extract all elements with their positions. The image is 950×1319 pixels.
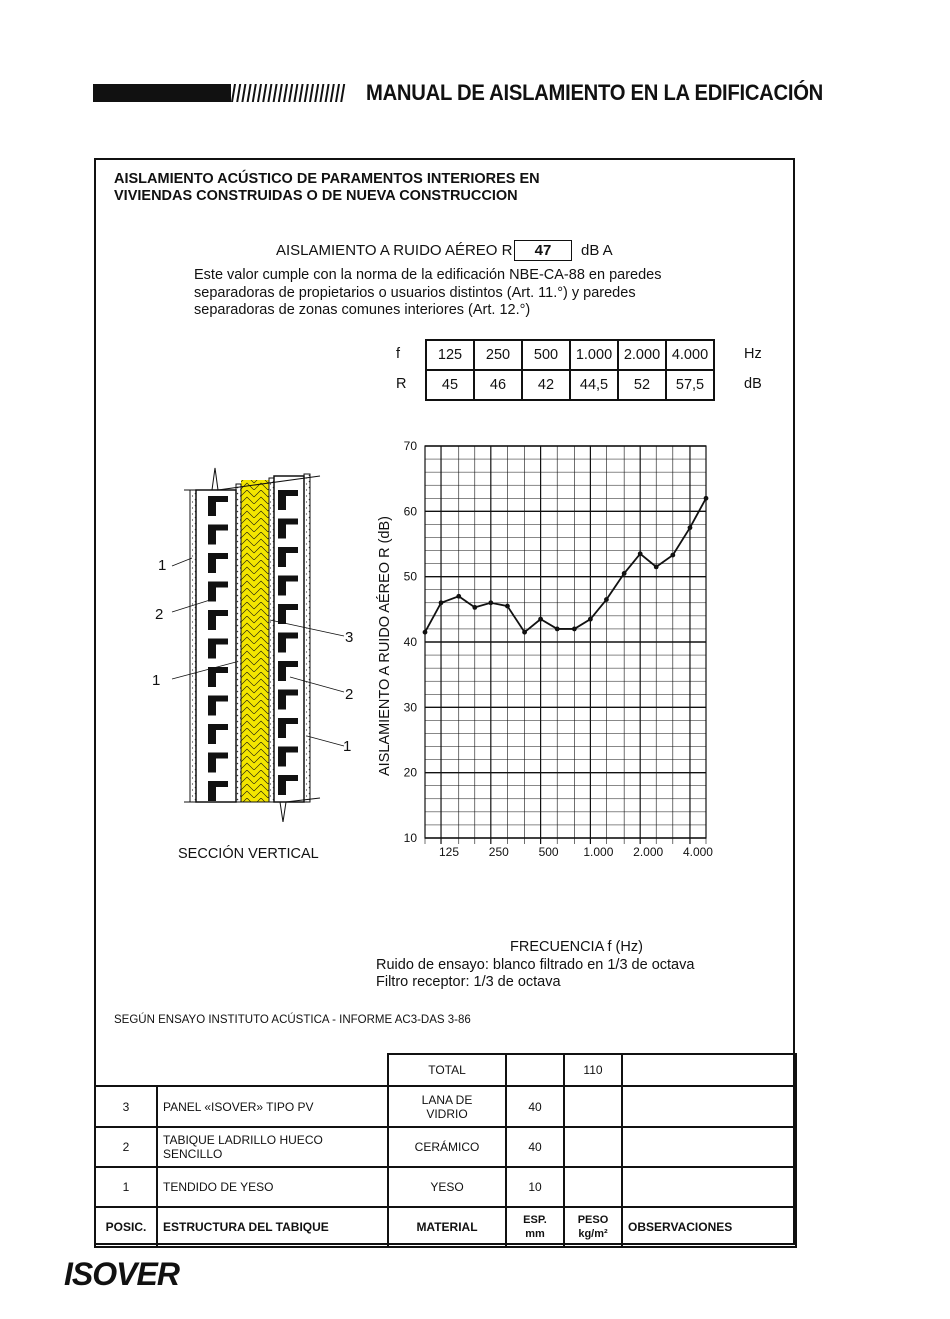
brick-hole-inner [216,559,228,573]
filter-note: Filtro receptor: 1/3 de octava [376,974,561,990]
section-label: SECCIÓN VERTICAL [178,846,319,862]
source-note: SEGÚN ENSAYO INSTITUTO ACÚSTICA - INFORME AC3-DAS 3-86 [114,1014,471,1026]
header-stripe [278,84,283,102]
header-stripe [247,84,252,102]
freq-row-label: f [396,346,401,362]
brick-hole-inner [286,781,298,795]
data-point [622,571,627,576]
isover-logo: ISOVER [64,1256,179,1292]
r-value-box: 47 [514,240,572,261]
data-point [488,600,493,605]
r-cell: 46 [474,370,522,400]
header-stripe [257,84,262,102]
header-stripe [314,84,319,102]
brick-hole-inner [216,531,228,545]
header-stripe-bar [93,82,348,104]
data-point [522,630,527,635]
total-label: TOTAL [388,1054,506,1086]
header-stripe [241,84,246,102]
header-stripe [330,84,335,102]
r-cell: 52 [618,370,666,400]
header-stripe [288,84,293,102]
doc-title-line-2: VIVIENDAS CONSTRUIDAS O DE NUEVA CONSTRUCCION [114,188,518,204]
row-material-line: VIDRIO [426,1106,468,1121]
y-tick-label: 10 [403,831,417,845]
norm-paragraph-line-1: Este valor cumple con la norma de la edificación NBE-CA-88 en paredes [194,267,662,283]
series-line [425,498,706,632]
y-tick-label: 70 [403,439,417,453]
x-tick-label: 4.000 [682,845,713,859]
brick-hole-inner [216,645,228,659]
data-point [638,551,643,556]
header-stripe [262,84,267,102]
brick-hole-inner [286,724,298,738]
header-stripe [293,84,298,102]
y-tick-label: 20 [403,765,417,780]
chart-grid [425,446,706,844]
doc-title-line-1: AISLAMIENTO ACÚSTICO DE PARAMENTOS INTERIORES EN [114,171,540,187]
freq-cell: 125 [426,340,474,370]
row-thickness: 40 [506,1127,564,1167]
callout-label: 2 [345,686,354,703]
row-thickness: 10 [506,1167,564,1207]
row-material [388,1086,506,1127]
callout-label: 3 [345,629,354,646]
table-row [95,1127,796,1167]
header-stripe [267,84,272,102]
frequency-axis-note: FRECUENCIA f (Hz) [510,939,643,955]
brick-hole-inner [286,639,298,653]
header-title: MANUAL DE AISLAMIENTO EN LA EDIFICACIÓN [366,80,824,105]
row-thickness: 40 [506,1086,564,1127]
brick-hole-inner [216,787,228,801]
header-thickness [506,1207,564,1247]
brick-hole-inner [216,588,228,602]
header-stripe [335,84,340,102]
header-stripe [283,84,288,102]
r-unit: dB A [581,242,613,259]
data-point [472,605,477,610]
total-row [95,1054,796,1086]
callout-label: 1 [343,738,352,755]
callout-label: 2 [155,606,164,623]
x-tick-label: 1.000 [583,845,614,859]
row-position: 2 [95,1127,157,1167]
norm-paragraph-line-2: separadoras de propietarios o usuarios distintos (Art. 11.°) y paredes [194,285,636,301]
data-point [423,630,428,635]
row-structure: TABIQUE LADRILLO HUECO SENCILLO [157,1127,388,1167]
header-stripe [319,84,324,102]
data-point [555,627,560,632]
header-weight [564,1207,622,1247]
data-point [588,617,593,622]
freq-cell: 2.000 [618,340,666,370]
y-tick-label: 40 [403,635,417,649]
freq-cell: 250 [474,340,522,370]
freq-unit: Hz [744,346,762,362]
chart-y-ticks [404,439,418,845]
data-point [704,496,709,501]
header-stripe [340,84,345,102]
data-point [456,594,461,599]
header-weight-line: PESO [577,1214,609,1226]
brick-hole-inner [216,673,228,687]
callout-label: 1 [158,557,167,574]
data-point [670,553,675,558]
row-structure: TENDIDO DE YESO [157,1167,388,1207]
freq-cell: 500 [522,340,570,370]
row-position: 1 [95,1167,157,1207]
r-row-label: R [396,376,407,392]
header-stripe [273,84,278,102]
header-position: POSIC. [95,1207,157,1247]
norm-paragraph-line-3: separadoras de zonas comunes interiores (Art. 12.°) [194,302,531,318]
brick-hole-inner [286,553,298,567]
y-tick-label: 50 [403,569,417,584]
header-stripe [252,84,257,102]
brick-hole-inner [286,610,298,624]
header-row [95,1207,796,1247]
y-tick-label: 60 [403,504,417,519]
header-observations: OBSERVACIONES [622,1207,796,1247]
callout-label: 1 [152,672,161,689]
table-row [95,1086,796,1127]
freq-cell: 4.000 [666,340,714,370]
freq-row [426,340,714,370]
x-tick-label: 125 [439,845,460,859]
row-material: YESO [388,1167,506,1207]
chart-y-axis-label: AISLAMIENTO A RUIDO AÉREO R (dB) [377,516,393,776]
acoustic-chart [370,436,715,866]
brick-hole-inner [286,753,298,767]
r-cell: 44,5 [570,370,618,400]
header-stripe [231,84,236,102]
r-cell: 45 [426,370,474,400]
header-thickness-line: mm [525,1228,545,1240]
header-stripe [299,84,304,102]
frequency-table [425,339,715,401]
header-stripe [236,84,241,102]
r-row [426,370,714,400]
total-weight: 110 [564,1054,622,1086]
brick-hole-inner [286,582,298,596]
chart-x-ticks [439,845,713,859]
header-weight-line: kg/m² [578,1228,608,1240]
chart-series [423,496,709,635]
x-tick-label: 2.000 [633,845,664,859]
row-material: CERÁMICO [388,1127,506,1167]
row-material-line: LANA DE [421,1092,473,1107]
data-point [688,525,693,530]
x-tick-label: 500 [538,845,559,859]
brick-hole-inner [216,759,228,773]
header-stripe [325,84,330,102]
data-point [439,600,444,605]
noise-note: Ruido de ensayo: blanco filtrado en 1/3 de octava [376,957,695,973]
brick-hole-inner [216,502,228,516]
data-point [654,564,659,569]
r-label: AISLAMIENTO A RUIDO AÉREO R [276,242,513,259]
brick-hole-inner [286,525,298,539]
r-cell: 42 [522,370,570,400]
freq-cell: 1.000 [570,340,618,370]
header-stripe [304,84,309,102]
table-row [95,1167,796,1207]
data-point [604,597,609,602]
data-point [505,604,510,609]
header-material: MATERIAL [388,1207,506,1247]
data-point [572,627,577,632]
brick-hole-inner [216,730,228,744]
x-tick-label: 250 [488,845,509,859]
wall-section-drawing [170,462,360,822]
brick-hole-inner [216,702,228,716]
y-tick-label: 30 [403,700,417,715]
row-structure: PANEL «ISOVER» TIPO PV [157,1086,388,1127]
r-cell: 57,5 [666,370,714,400]
brick-hole-inner [286,496,298,510]
components-table [94,1053,797,1248]
brick-hole-inner [216,616,228,630]
r-unit-label: dB [744,376,762,392]
brick-hole-inner [286,696,298,710]
row-position: 3 [95,1086,157,1127]
header-structure: ESTRUCTURA DEL TABIQUE [157,1207,388,1247]
header-thickness-line: ESP. [523,1214,547,1226]
data-point [538,617,543,622]
header-stripe [309,84,314,102]
